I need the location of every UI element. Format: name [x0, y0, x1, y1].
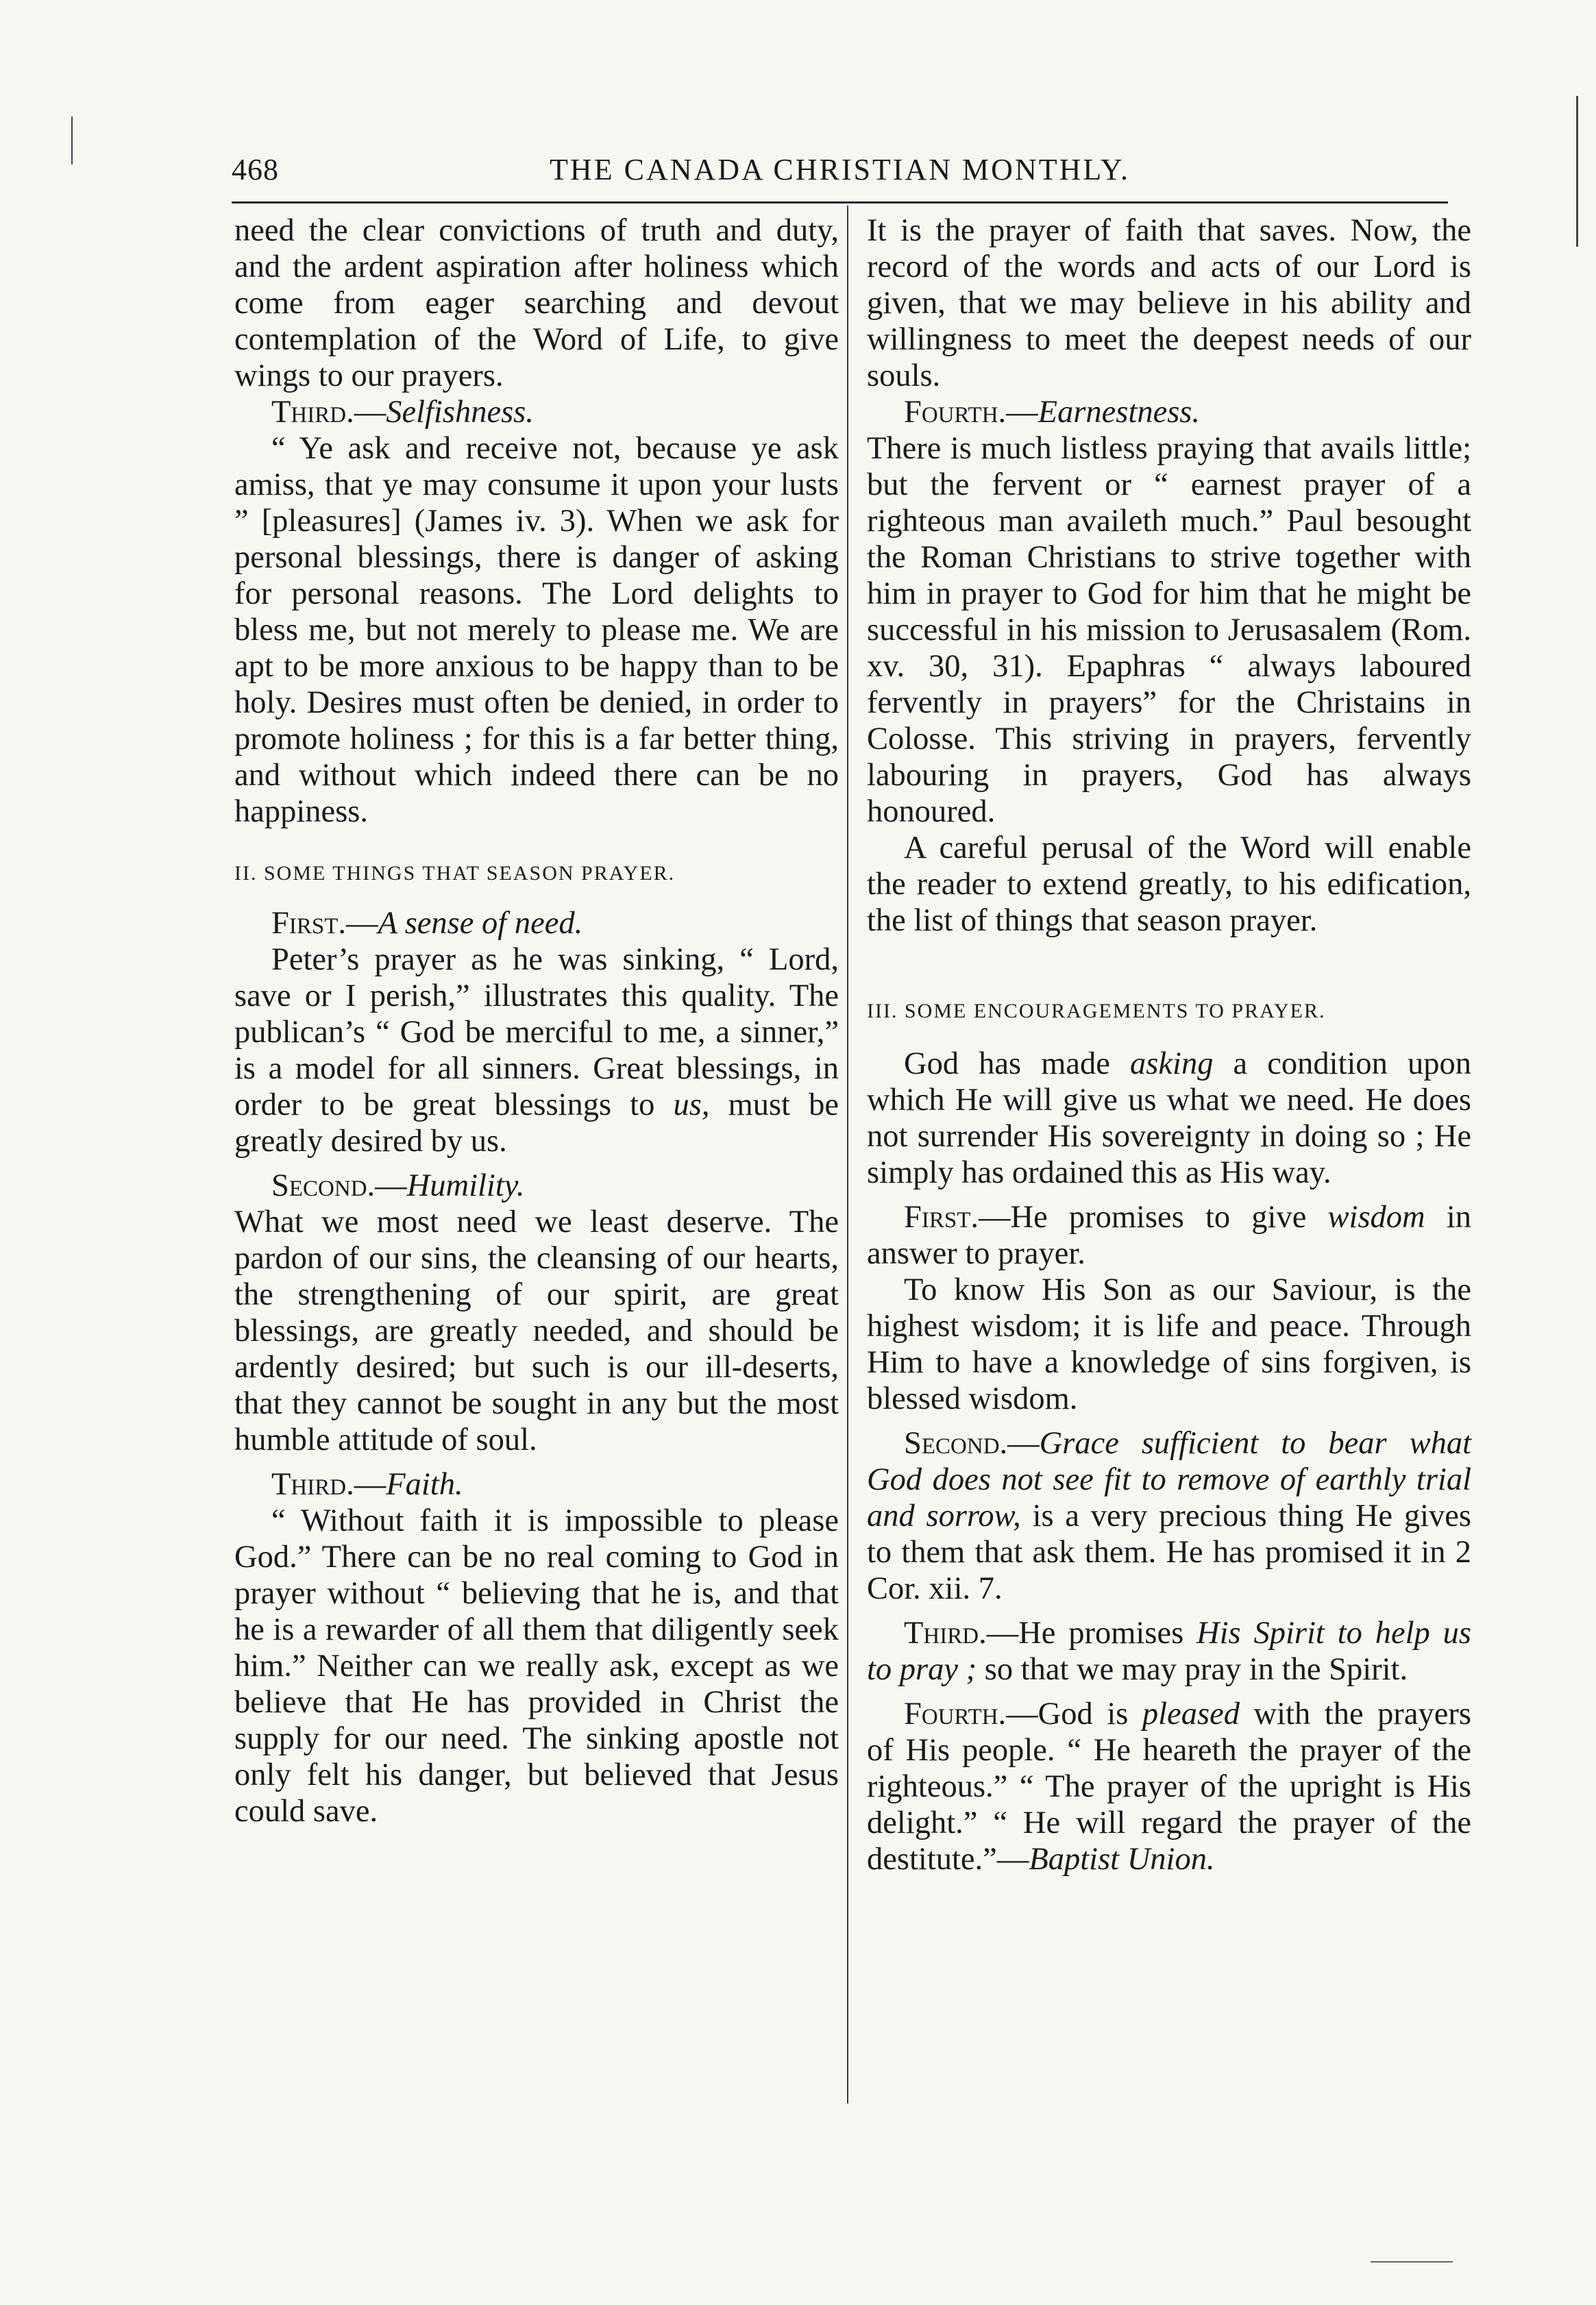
subheading-third-selfishness: Third.—Selfishness.: [271, 395, 534, 430]
subheading-label: Third.: [271, 395, 354, 430]
paragraph: To know His Son as our Saviour, is the highest wisdom; it is life and peace. Through Him to have a knowledge of sins forgiven, is blessed wisdom.: [867, 1272, 1471, 1416]
subheading-third-faith: Third.—Faith.: [271, 1467, 463, 1502]
text: must be greatly desired by us.: [234, 1087, 839, 1159]
text: in answer to prayer.: [867, 1200, 1471, 1271]
emphasis: asking: [1130, 1046, 1214, 1081]
left-column: [234, 212, 839, 1829]
paragraph: It is the prayer of faith that saves. Now, the record of the words and acts of our Lord is given, that we may believe in his ability and willingness to meet the deepest needs of our souls.: [867, 213, 1471, 393]
text: Peter’s prayer as he was sinking, “ Lord, save or I perish,” illustrates this quality. The publican’s “ God be merciful to me, a sinner,” is a model for all sinners. Great blessings, in order to be great blessings to: [234, 942, 839, 1122]
subheading-first: First.—A sense of need.: [271, 906, 583, 941]
attribution: Baptist Union.: [1029, 1842, 1215, 1877]
paragraph: A careful perusal of the Word will enable the reader to extend greatly, to his edification, the list of things that season prayer.: [867, 830, 1471, 938]
subheading-label: First.: [271, 906, 346, 941]
subheading-fourth-earnestness: Fourth.—Earnestness.: [904, 395, 1201, 430]
running-title: THE CANADA CHRISTIAN MONTHLY.: [550, 153, 1130, 186]
header-rule: [232, 201, 1448, 204]
text: a condition upon which He will give us what we need. He does not surrender His sovereignty in doing so ; He simply has ordained this as His way.: [867, 1046, 1472, 1190]
scan-mark: [71, 116, 73, 164]
subheading-label: First.: [904, 1200, 979, 1235]
column-divider: [847, 206, 848, 2104]
emphasis: His Spirit to help us to pray ;: [867, 1616, 1471, 1687]
paragraph: “ Without faith it is impossible to please God.” There can be no real coming to God in prayer without “ believing that he is, and that he is a rewarder of all them that diligently seek him.” Neither can we really ask, except as we believe that He has provided in Christ the supply for our need. The sinking apostle not only felt his danger, but believed that Jesus could save.: [234, 1503, 839, 1829]
paragraph-first: First.—He promises to give wisdom in answer to prayer.: [867, 1200, 1471, 1271]
subheading-title: Faith.: [386, 1467, 463, 1502]
paragraph: There is much listless praying that avails little; but the fervent or “ earnest prayer of a righteous man availeth much.” Paul besought the Roman Christians to strive together with him in prayer to God for him that he might be successful in his mission to Jerusasalem (Rom. xv. 30, 31). Epaphras “ always laboured fervently in prayers” for the Christains in Colosse. This striving in prayers, fervently labouring in prayers, God has always honoured.: [867, 431, 1471, 829]
text: God is: [1038, 1697, 1129, 1731]
subheading-title: Selfishness.: [386, 395, 534, 430]
scan-mark: [1576, 96, 1578, 247]
subheading-label: Fourth.: [904, 395, 1007, 430]
text: so that we may pray in the Spirit.: [984, 1652, 1408, 1687]
section-heading-2: II. SOME THINGS THAT SEASON PRAYER.: [234, 862, 676, 885]
text: He promises: [1018, 1616, 1184, 1651]
emphasis: wisdom: [1327, 1200, 1425, 1235]
paragraph-third: Third.—He promises His Spirit to help us to pray ; so that we may pray in the Spirit.: [867, 1616, 1471, 1687]
subheading-title: Humility.: [406, 1168, 525, 1203]
paragraph: What we most need we least deserve. The pardon of our sins, the cleansing of our hearts, the strengthening of our spirit, are great blessings, are greatly needed, and should be ardently desired; but such is our ill-deserts, that they cannot be sought in any but the most humble attitude of soul.: [234, 1205, 839, 1457]
text: He promises to give: [1010, 1200, 1307, 1235]
emphasis: us,: [673, 1087, 710, 1122]
emphasis: Grace sufficient to bear what God does not see fit to remove of earthly trial and sorrow,: [867, 1426, 1471, 1533]
page-header: [232, 152, 1448, 196]
text: is a very precious thing He gives to them that ask them. He has promised it in 2 Cor. xii. 7.: [867, 1499, 1471, 1606]
emphasis: pleased: [1142, 1697, 1240, 1731]
paragraph: [234, 941, 839, 1159]
paragraph: “ Ye ask and receive not, because ye ask amiss, that ye may consume it upon your lusts ” [pleasures] (James iv. 3). When we ask for personal blessings, there is danger of asking for personal reasons. The Lord delights to bless me, but not merely to please me. We are apt to be more anxious to be happy than to be holy. Desires must often be denied, in order to promote holiness ; for this is a far better thing, and without which indeed there can be no happiness.: [234, 431, 839, 829]
paragraph: need the clear convictions of truth and duty, and the ardent aspiration after holiness which come from eager searching and devout contemplation of the Word of Life, to give wings to our prayers.: [234, 213, 839, 393]
text: God has made: [904, 1046, 1110, 1081]
paragraph: [867, 1046, 1471, 1191]
subheading-label: Fourth.: [904, 1697, 1007, 1731]
subheading-second: Second.—Humility.: [271, 1168, 525, 1203]
paragraph-fourth: Fourth.—God is pleased with the prayers of His people. “ He heareth the prayer of the righteous.” “ The prayer of the upright is His delight.” “ He will regard the prayer of the destitute.”—Baptist Union.: [867, 1697, 1472, 1877]
text: with the prayers of His people. “ He heareth the prayer of the righteous.” “ The prayer of the upright is His delight.” “ He will regard the prayer of the destitute.”—: [867, 1697, 1472, 1877]
page-number: 468: [232, 153, 279, 186]
subheading-label: Second.: [271, 1168, 376, 1203]
subheading-title: A sense of need.: [378, 906, 583, 941]
scan-mark: [1371, 2261, 1453, 2263]
subheading-label: Second.: [904, 1426, 1008, 1461]
paragraph-second: Second.—Grace sufficient to bear what God does not see fit to remove of earthly trial and sorrow, is a very precious thing He gives to them that ask them. He has promised it in 2 Cor. xii. 7.: [867, 1426, 1471, 1606]
subheading-label: Third.: [904, 1616, 987, 1651]
right-column: [867, 212, 1471, 1877]
subheading-label: Third.: [271, 1467, 354, 1502]
section-heading-3: III. SOME ENCOURAGEMENTS TO PRAYER.: [867, 1000, 1326, 1022]
subheading-title: Earnestness.: [1038, 395, 1201, 430]
